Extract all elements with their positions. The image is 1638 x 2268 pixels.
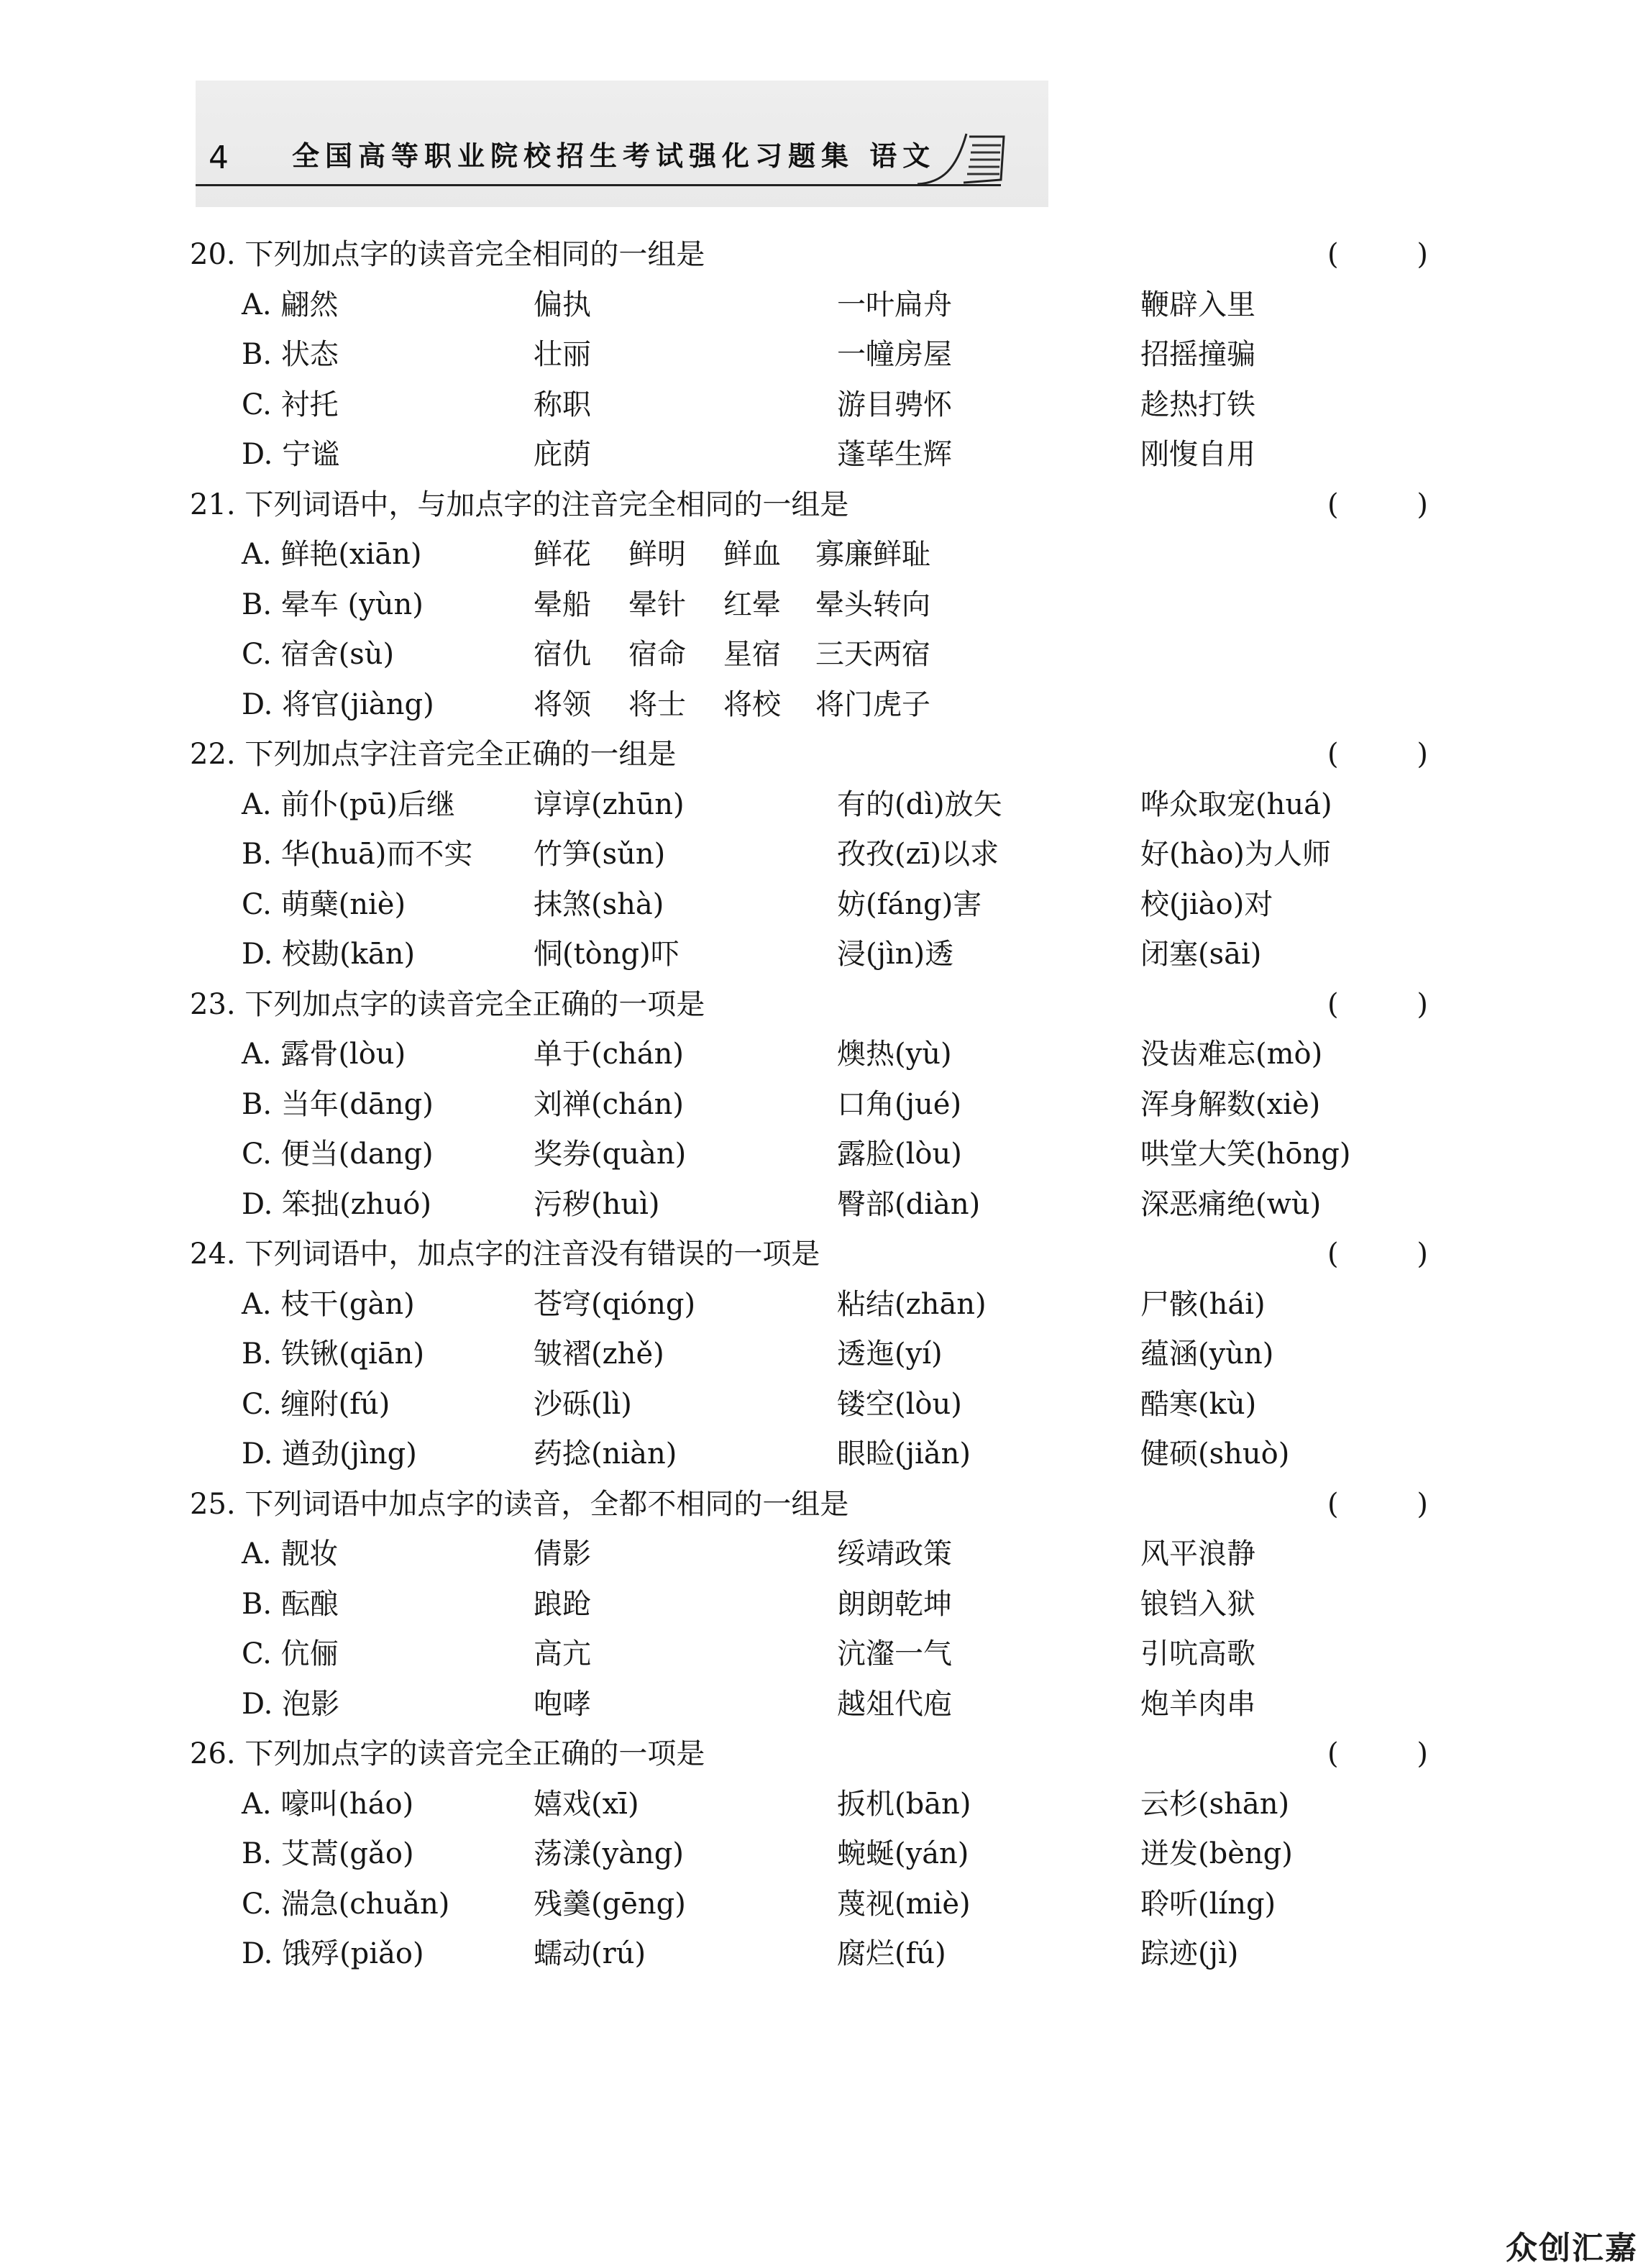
option-item: B. 状态 [242, 338, 339, 371]
option-c [190, 1880, 1441, 1930]
question-text: 21. 下列词语中，与加点字的注音完全相同的一组是 [190, 488, 849, 521]
option-item: A. 鲜艳(xiān) [242, 538, 422, 571]
option-item: 单于(chán) [534, 1038, 684, 1071]
option-item: 踪迹(jì) [1140, 1937, 1239, 1970]
option-item: 三天两宿 [815, 638, 930, 671]
option-d [190, 430, 1441, 480]
question-stem [190, 1729, 1441, 1780]
option-b [190, 1080, 1441, 1130]
option-item: 蔑视(miè) [837, 1887, 971, 1921]
option-item: C. 伉俪 [242, 1637, 339, 1670]
option-item: 闭塞(sāi) [1140, 938, 1262, 971]
option-item: C. 衬托 [242, 388, 339, 421]
option-item: 庇荫 [534, 438, 591, 471]
option-item: 口角(jué) [837, 1087, 962, 1121]
option-item: 健硕(shuò) [1140, 1437, 1290, 1471]
option-item: 哄堂大笑(hōng) [1140, 1138, 1351, 1171]
option-item: 锒铛入狱 [1140, 1587, 1255, 1621]
option-item: 尸骸(hái) [1140, 1287, 1266, 1321]
option-b [190, 580, 1441, 631]
watermark: 众创汇嘉 [1506, 2230, 1638, 2267]
option-b [190, 830, 1441, 880]
question-text: 23. 下列加点字的读音完全正确的一项是 [190, 987, 705, 1021]
header-rule [196, 184, 1001, 186]
option-item: 倩影 [534, 1537, 591, 1570]
option-item: 有的(dì)放矢 [837, 787, 1002, 821]
option-item: 好(hào)为人师 [1140, 838, 1331, 871]
option-a [190, 1280, 1441, 1330]
option-b [190, 1580, 1441, 1630]
option-item: 恫(tòng)吓 [534, 938, 680, 971]
option-item: 臀部(diàn) [837, 1187, 981, 1221]
option-item: C. 缠附(fú) [242, 1387, 390, 1421]
option-item: 壮丽 [534, 338, 591, 371]
option-item: 越俎代庖 [837, 1687, 952, 1721]
option-item: D. 遒劲(jìng) [242, 1437, 417, 1471]
question-22 [190, 730, 1441, 980]
option-item: 燠热(yù) [837, 1038, 952, 1071]
option-item: 宿命 [628, 638, 686, 671]
question-stem [190, 1230, 1441, 1280]
option-item: 寡廉鲜耻 [815, 538, 930, 571]
option-c [190, 1629, 1441, 1680]
option-item: 宿仇 [534, 638, 591, 671]
option-item: 晕船 [534, 587, 591, 621]
option-item: 炮羊肉串 [1140, 1687, 1255, 1721]
option-item: C. 湍急(chuǎn) [242, 1887, 450, 1921]
option-item: B. 艾蒿(gǎo) [242, 1837, 414, 1870]
question-stem [190, 730, 1441, 780]
option-item: 蓬荜生辉 [837, 438, 952, 471]
question-25 [190, 1480, 1441, 1730]
option-item: A. 露骨(lòu) [242, 1038, 406, 1071]
option-a [190, 1780, 1441, 1830]
option-item: 苍穹(qióng) [534, 1287, 696, 1321]
answer-blank[interactable]: ( ) [1327, 1487, 1428, 1521]
option-item: D. 笨拙(zhuó) [242, 1187, 431, 1221]
question-24 [190, 1230, 1441, 1480]
option-a [190, 1030, 1441, 1080]
question-stem [190, 480, 1441, 531]
option-item: 奖券(quàn) [534, 1138, 687, 1171]
option-item: 偏执 [534, 288, 591, 321]
option-item: A. 嚎叫(háo) [242, 1787, 414, 1821]
page-number: 4 [209, 140, 229, 176]
option-item: 将士 [628, 687, 686, 721]
option-d [190, 680, 1441, 731]
question-text: 26. 下列加点字的读音完全正确的一项是 [190, 1737, 705, 1770]
option-item: 蜿蜒(yán) [837, 1837, 969, 1870]
option-item: C. 宿舍(sù) [242, 638, 395, 671]
option-item: 高亢 [534, 1637, 591, 1670]
question-stem [190, 980, 1441, 1030]
answer-blank[interactable]: ( ) [1327, 238, 1428, 271]
question-text: 24. 下列词语中，加点字的注音没有错误的一项是 [190, 1238, 820, 1271]
option-item: A. 前仆(pū)后继 [242, 787, 455, 821]
question-list [190, 230, 1441, 1980]
option-item: 鲜明 [628, 538, 686, 571]
answer-blank[interactable]: ( ) [1327, 738, 1428, 771]
option-d [190, 1929, 1441, 1980]
option-item: D. 饿殍(piǎo) [242, 1937, 424, 1970]
option-item: 朗朗乾坤 [837, 1587, 952, 1621]
option-item: 咆哮 [534, 1687, 591, 1721]
option-item: 鲜花 [534, 538, 591, 571]
option-item: 蠕动(rú) [534, 1937, 646, 1970]
option-item: 深恶痛绝(wù) [1140, 1187, 1322, 1221]
option-item: 鞭辟入里 [1140, 288, 1255, 321]
option-item: 趁热打铁 [1140, 388, 1255, 421]
option-item: 红晕 [723, 587, 781, 621]
option-item: D. 宁谧 [242, 438, 340, 471]
option-item: 蕴涵(yùn) [1140, 1338, 1274, 1371]
option-item: 校(jiào)对 [1140, 887, 1273, 921]
option-item: 酷寒(kù) [1140, 1387, 1257, 1421]
option-item: 将领 [534, 687, 591, 721]
option-item: C. 萌蘖(niè) [242, 887, 406, 921]
option-a [190, 530, 1441, 580]
option-item: B. 华(huā)而不实 [242, 838, 473, 871]
answer-blank[interactable]: ( ) [1327, 1238, 1428, 1271]
question-26 [190, 1729, 1441, 1980]
header-title: 全国高等职业院校招生考试强化习题集 语文 [292, 140, 936, 172]
option-item: 污秽(huì) [534, 1187, 660, 1221]
option-a [190, 1529, 1441, 1580]
option-item: 一叶扁舟 [837, 288, 952, 321]
option-d [190, 930, 1441, 980]
option-c [190, 1380, 1441, 1430]
option-item: 将校 [723, 687, 781, 721]
option-a [190, 780, 1441, 831]
question-stem [190, 1480, 1441, 1530]
option-item: 将门虎子 [815, 687, 930, 721]
option-item: A. 翩然 [242, 288, 339, 321]
option-item: 皱褶(zhě) [534, 1338, 664, 1371]
option-item: A. 靓妆 [242, 1537, 339, 1570]
option-item: B. 铁锹(qiān) [242, 1338, 425, 1371]
option-item: 竹笋(sǔn) [534, 838, 666, 871]
option-item: 透迤(yí) [837, 1338, 943, 1371]
option-item: 云杉(shān) [1140, 1787, 1290, 1821]
option-item: 抹煞(shà) [534, 887, 664, 921]
option-item: 孜孜(zī)以求 [837, 838, 999, 871]
option-c [190, 1130, 1441, 1180]
option-item: 粘结(zhān) [837, 1287, 987, 1321]
question-text: 22. 下列加点字注音完全正确的一组是 [190, 738, 677, 771]
option-item: B. 当年(dāng) [242, 1087, 434, 1121]
option-item: A. 枝干(gàn) [242, 1287, 415, 1321]
option-item: 称职 [534, 388, 591, 421]
option-c [190, 630, 1441, 680]
option-item: 晕针 [628, 587, 686, 621]
option-item: 星宿 [723, 638, 781, 671]
option-item: 镂空(lòu) [837, 1387, 962, 1421]
option-item: 残羹(gēng) [534, 1887, 686, 1921]
option-a [190, 280, 1441, 331]
option-b [190, 330, 1441, 380]
option-item: B. 酝酿 [242, 1587, 339, 1621]
option-item: 绥靖政策 [837, 1537, 952, 1570]
option-item: 浸(jìn)透 [837, 938, 954, 971]
option-item: B. 晕车 (yùn) [242, 587, 424, 621]
option-item: 招摇撞骗 [1140, 338, 1255, 371]
option-item: 晕头转向 [815, 587, 930, 621]
question-text: 20. 下列加点字的读音完全相同的一组是 [190, 238, 705, 271]
option-item: 沆瀣一气 [837, 1637, 952, 1670]
option-item: 游目骋怀 [837, 388, 952, 421]
option-d [190, 1430, 1441, 1480]
question-21 [190, 480, 1441, 731]
option-b [190, 1330, 1441, 1380]
option-item: 没齿难忘(mò) [1140, 1038, 1323, 1071]
option-c [190, 880, 1441, 930]
question-text: 25. 下列词语中加点字的读音，全都不相同的一组是 [190, 1487, 849, 1521]
option-item: 谆谆(zhūn) [534, 787, 685, 821]
answer-blank[interactable]: ( ) [1327, 1737, 1428, 1770]
option-item: 引吭高歌 [1140, 1637, 1255, 1670]
answer-blank[interactable]: ( ) [1327, 488, 1428, 521]
option-item: D. 校勘(kān) [242, 938, 416, 971]
option-d [190, 1180, 1441, 1230]
option-item: 哗众取宠(huá) [1140, 787, 1332, 821]
option-item: 腐烂(fú) [837, 1937, 946, 1970]
option-item: 踉跄 [534, 1587, 591, 1621]
option-b [190, 1829, 1441, 1880]
option-item: 浑身解数(xiè) [1140, 1087, 1321, 1121]
option-item: 眼睑(jiǎn) [837, 1437, 971, 1471]
question-stem [190, 230, 1441, 280]
option-item: 沙砾(lì) [534, 1387, 632, 1421]
option-item: D. 泡影 [242, 1687, 340, 1721]
question-23 [190, 980, 1441, 1230]
option-item: 风平浪静 [1140, 1537, 1255, 1570]
option-item: 聆听(líng) [1140, 1887, 1276, 1921]
option-item: 刚愎自用 [1140, 438, 1255, 471]
option-item: 妨(fáng)害 [837, 887, 982, 921]
option-item: 鲜血 [723, 538, 781, 571]
option-item: D. 将官(jiàng) [242, 687, 434, 721]
option-item: 扳机(bān) [837, 1787, 971, 1821]
option-item: 药捻(niàn) [534, 1437, 677, 1471]
option-item: 露脸(lòu) [837, 1138, 962, 1171]
option-item: 荡漾(yàng) [534, 1837, 685, 1870]
option-item: 迸发(bèng) [1140, 1837, 1293, 1870]
option-item: 一幢房屋 [837, 338, 952, 371]
option-item: C. 便当(dang) [242, 1138, 434, 1171]
option-item: 嬉戏(xī) [534, 1787, 639, 1821]
option-d [190, 1680, 1441, 1730]
option-item: 刘禅(chán) [534, 1087, 684, 1121]
option-c [190, 380, 1441, 431]
question-20 [190, 230, 1441, 480]
answer-blank[interactable]: ( ) [1327, 987, 1428, 1021]
book-logo-icon [913, 127, 1011, 187]
